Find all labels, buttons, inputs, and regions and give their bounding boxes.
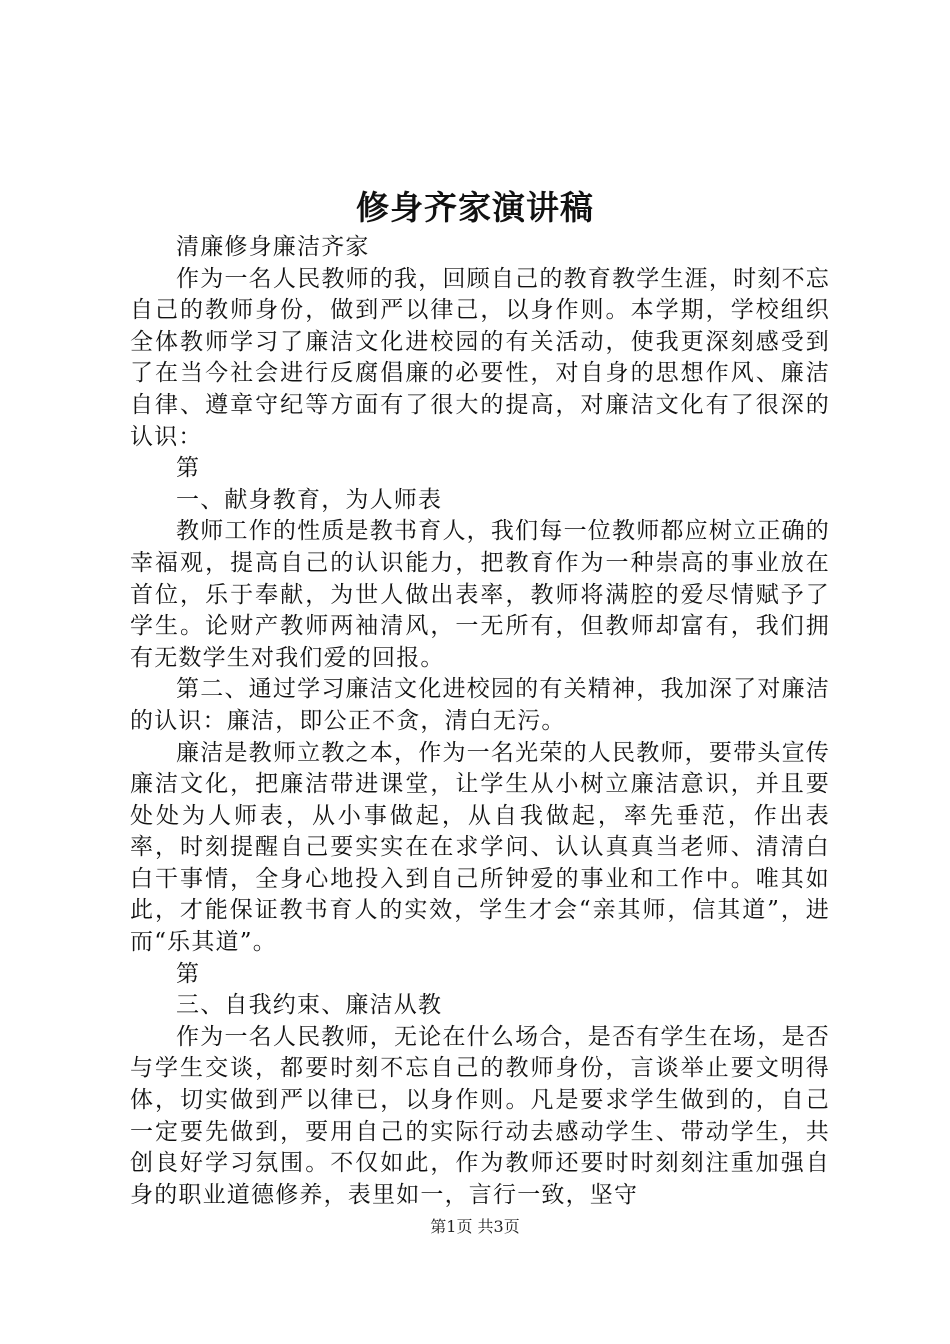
paragraph-ordinal-3: 第	[176, 960, 201, 987]
paragraph-section-2: 廉洁是教师立教之本，作为一名光荣的人民教师，要带头宣传廉洁文化，把廉洁带进课堂，让学生从小树立廉洁意识，并且要处处为人师表，从小事做起，从自我做起，率先垂范，作出表率，时刻提醒自己要实实在在求学问、认认真真当老师、清清白白干事情，全身心地投入到自己所钟爱的事业和工作中。唯其如此，才能保证教书育人的实效，学生才会“亲其师，信其道”，进而“乐其道”。	[130, 739, 830, 956]
paragraph-section-3: 作为一名人民教师，无论在什么场合，是否有学生在场，是否与学生交谈，都要时刻不忘自己的教师身份，言谈举止要文明得体，切实做到严以律已，以身作则。凡是要求学生做到的，自己一定要先做到，要用自己的实际行动去感动学生、带动学生，共创良好学习氛围。不仅如此，作为教师还要时时刻刻注重加强自身的职业道德修养，表里如一，言行一致，坚守	[130, 1023, 830, 1208]
paragraph-subtitle: 清廉修身廉洁齐家	[176, 234, 370, 260]
section-heading-2: 第二、通过学习廉洁文化进校园的有关精神，我加深了对廉洁的认识：廉洁，即公正不贪，清白无污。	[130, 676, 830, 734]
section-heading-3: 三、自我约束、廉洁从教	[176, 992, 443, 1019]
section-heading-1: 一、献身教育，为人师表	[176, 486, 443, 513]
paragraph-ordinal-1: 第	[176, 455, 201, 482]
page-number-label: 第1页 共3页	[430, 1217, 520, 1236]
page-footer	[0, 1215, 950, 1239]
document-title: 修身齐家演讲稿	[356, 188, 594, 227]
paragraph-section-1: 教师工作的性质是教书育人，我们每一位教师都应树立正确的幸福观，提高自己的认识能力，把教育作为一种崇高的事业放在首位，乐于奉献，为世人做出表率，教师将满腔的爱尽情赋予了学生。论财产教师两袖清风，一无所有，但教师却富有，我们拥有无数学生对我们爱的回报。	[130, 518, 830, 671]
document-body	[130, 232, 830, 1211]
paragraph-intro: 作为一名人民教师的我，回顾自己的教育教学生涯，时刻不忘自己的教师身份，做到严以律己，以身作则。本学期，学校组织全体教师学习了廉洁文化进校园的有关活动，使我更深刻感受到了在当今社会进行反腐倡廉的必要性，对自身的思想作风、廉洁自律、遵章守纪等方面有了很大的提高，对廉洁文化有了很深的认识：	[130, 265, 830, 450]
